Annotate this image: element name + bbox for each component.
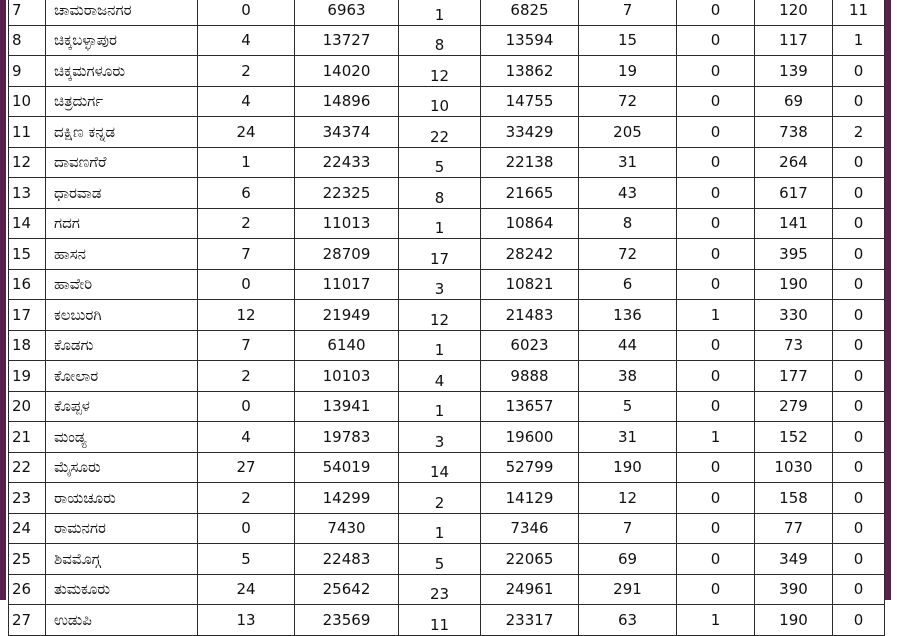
value-cell-c4: 6023 [481, 330, 579, 361]
value-cell-c2: 6140 [295, 330, 399, 361]
value-cell-c4: 6825 [481, 0, 579, 25]
value-cell-c4: 13862 [481, 56, 579, 87]
value-cell-c2: 23569 [295, 605, 399, 636]
value-cell-c7: 395 [755, 239, 833, 270]
value-cell-c3: 17 [399, 239, 481, 270]
table-row [9, 117, 885, 148]
value-cell-c8: 0 [833, 147, 885, 178]
page-border-right [885, 0, 891, 600]
value-cell-c3: 14 [399, 452, 481, 483]
district-name-cell: ಕೋಲಾರ [46, 361, 198, 392]
district-name-cell: ಕೊಪ್ಪಳ [46, 391, 198, 422]
serial-number-cell: 27 [9, 605, 46, 636]
serial-number-cell: 20 [9, 391, 46, 422]
serial-number-cell: 25 [9, 544, 46, 575]
table-row [9, 483, 885, 514]
value-cell-c1: 0 [198, 391, 295, 422]
value-cell-c3: 1 [399, 391, 481, 422]
value-cell-c2: 13727 [295, 25, 399, 56]
serial-number-cell: 12 [9, 147, 46, 178]
value-cell-c1: 2 [198, 56, 295, 87]
value-cell-c4: 24961 [481, 574, 579, 605]
value-cell-c1: 0 [198, 0, 295, 25]
serial-number-cell: 18 [9, 330, 46, 361]
value-cell-c3: 12 [399, 56, 481, 87]
value-cell-c6: 0 [677, 269, 755, 300]
value-cell-c1: 1 [198, 147, 295, 178]
value-cell-c5: 43 [579, 178, 677, 209]
value-cell-c2: 14020 [295, 56, 399, 87]
serial-number-cell: 9 [9, 56, 46, 87]
table-row [9, 330, 885, 361]
value-cell-c1: 2 [198, 483, 295, 514]
table-row [9, 361, 885, 392]
district-name-cell: ಶಿವಮೊಗ್ಗ [46, 544, 198, 575]
value-cell-c8: 1 [833, 25, 885, 56]
value-cell-c3: 1 [399, 330, 481, 361]
value-cell-c4: 22138 [481, 147, 579, 178]
table-row [9, 544, 885, 575]
value-cell-c7: 117 [755, 25, 833, 56]
value-cell-c7: 190 [755, 269, 833, 300]
serial-number-cell: 14 [9, 208, 46, 239]
value-cell-c6: 0 [677, 452, 755, 483]
value-cell-c2: 28709 [295, 239, 399, 270]
value-cell-c1: 6 [198, 178, 295, 209]
value-cell-c2: 13941 [295, 391, 399, 422]
value-cell-c2: 22483 [295, 544, 399, 575]
table-row [9, 208, 885, 239]
value-cell-c8: 2 [833, 117, 885, 148]
serial-number-cell: 7 [9, 0, 46, 25]
value-cell-c2: 54019 [295, 452, 399, 483]
table-row [9, 574, 885, 605]
value-cell-c5: 31 [579, 422, 677, 453]
value-cell-c6: 0 [677, 239, 755, 270]
value-cell-c8: 0 [833, 330, 885, 361]
value-cell-c3: 11 [399, 605, 481, 636]
value-cell-c7: 617 [755, 178, 833, 209]
table-row [9, 56, 885, 87]
district-name-cell: ಚಿಕ್ಕಮಗಳೂರು [46, 56, 198, 87]
value-cell-c2: 14299 [295, 483, 399, 514]
value-cell-c3: 10 [399, 86, 481, 117]
table-row [9, 269, 885, 300]
table-row [9, 452, 885, 483]
value-cell-c3: 23 [399, 574, 481, 605]
value-cell-c8: 0 [833, 300, 885, 331]
value-cell-c7: 330 [755, 300, 833, 331]
value-cell-c2: 34374 [295, 117, 399, 148]
value-cell-c3: 5 [399, 147, 481, 178]
value-cell-c5: 69 [579, 544, 677, 575]
table-row [9, 391, 885, 422]
value-cell-c7: 77 [755, 513, 833, 544]
value-cell-c8: 0 [833, 178, 885, 209]
value-cell-c5: 291 [579, 574, 677, 605]
value-cell-c8: 0 [833, 56, 885, 87]
value-cell-c2: 11013 [295, 208, 399, 239]
value-cell-c6: 0 [677, 391, 755, 422]
value-cell-c5: 63 [579, 605, 677, 636]
value-cell-c3: 1 [399, 513, 481, 544]
value-cell-c7: 390 [755, 574, 833, 605]
serial-number-cell: 22 [9, 452, 46, 483]
serial-number-cell: 16 [9, 269, 46, 300]
value-cell-c6: 0 [677, 361, 755, 392]
value-cell-c4: 14129 [481, 483, 579, 514]
value-cell-c7: 73 [755, 330, 833, 361]
value-cell-c8: 0 [833, 513, 885, 544]
value-cell-c7: 349 [755, 544, 833, 575]
serial-number-cell: 15 [9, 239, 46, 270]
value-cell-c7: 1030 [755, 452, 833, 483]
value-cell-c7: 190 [755, 605, 833, 636]
value-cell-c2: 10103 [295, 361, 399, 392]
value-cell-c1: 4 [198, 86, 295, 117]
district-name-cell: ಕಲಬುರಗಿ [46, 300, 198, 331]
value-cell-c3: 8 [399, 178, 481, 209]
value-cell-c5: 205 [579, 117, 677, 148]
value-cell-c7: 177 [755, 361, 833, 392]
serial-number-cell: 19 [9, 361, 46, 392]
value-cell-c3: 4 [399, 361, 481, 392]
district-name-cell: ಹಾವೇರಿ [46, 269, 198, 300]
value-cell-c3: 22 [399, 117, 481, 148]
value-cell-c7: 139 [755, 56, 833, 87]
value-cell-c5: 7 [579, 513, 677, 544]
district-name-cell: ಧಾರವಾಡ [46, 178, 198, 209]
serial-number-cell: 8 [9, 25, 46, 56]
district-data-table [8, 0, 885, 636]
district-name-cell: ಉಡುಪಿ [46, 605, 198, 636]
district-name-cell: ಚಾಮರಾಜನಗರ [46, 0, 198, 25]
district-name-cell: ಗದಗ [46, 208, 198, 239]
value-cell-c4: 13657 [481, 391, 579, 422]
value-cell-c5: 190 [579, 452, 677, 483]
district-name-cell: ತುಮಕೂರು [46, 574, 198, 605]
value-cell-c5: 5 [579, 391, 677, 422]
district-name-cell: ಮೈಸೂರು [46, 452, 198, 483]
value-cell-c8: 0 [833, 605, 885, 636]
value-cell-c4: 10821 [481, 269, 579, 300]
value-cell-c1: 7 [198, 330, 295, 361]
value-cell-c3: 8 [399, 25, 481, 56]
value-cell-c3: 12 [399, 300, 481, 331]
value-cell-c1: 24 [198, 574, 295, 605]
serial-number-cell: 13 [9, 178, 46, 209]
value-cell-c8: 0 [833, 483, 885, 514]
value-cell-c6: 0 [677, 574, 755, 605]
value-cell-c5: 136 [579, 300, 677, 331]
value-cell-c1: 4 [198, 422, 295, 453]
page-border-left [0, 0, 6, 600]
value-cell-c8: 0 [833, 86, 885, 117]
value-cell-c8: 0 [833, 452, 885, 483]
value-cell-c1: 2 [198, 208, 295, 239]
value-cell-c1: 13 [198, 605, 295, 636]
value-cell-c6: 0 [677, 56, 755, 87]
value-cell-c1: 12 [198, 300, 295, 331]
value-cell-c6: 0 [677, 330, 755, 361]
value-cell-c8: 0 [833, 544, 885, 575]
value-cell-c5: 15 [579, 25, 677, 56]
value-cell-c5: 19 [579, 56, 677, 87]
value-cell-c6: 0 [677, 513, 755, 544]
table-row [9, 300, 885, 331]
value-cell-c4: 21483 [481, 300, 579, 331]
value-cell-c6: 0 [677, 178, 755, 209]
value-cell-c2: 6963 [295, 0, 399, 25]
value-cell-c5: 72 [579, 239, 677, 270]
value-cell-c5: 38 [579, 361, 677, 392]
value-cell-c6: 0 [677, 147, 755, 178]
value-cell-c2: 25642 [295, 574, 399, 605]
value-cell-c3: 2 [399, 483, 481, 514]
value-cell-c1: 4 [198, 25, 295, 56]
value-cell-c1: 24 [198, 117, 295, 148]
value-cell-c6: 1 [677, 422, 755, 453]
value-cell-c4: 52799 [481, 452, 579, 483]
value-cell-c8: 0 [833, 422, 885, 453]
value-cell-c4: 33429 [481, 117, 579, 148]
value-cell-c5: 7 [579, 0, 677, 25]
value-cell-c8: 0 [833, 391, 885, 422]
value-cell-c4: 23317 [481, 605, 579, 636]
value-cell-c1: 5 [198, 544, 295, 575]
district-name-cell: ಹಾಸನ [46, 239, 198, 270]
value-cell-c4: 19600 [481, 422, 579, 453]
value-cell-c3: 3 [399, 422, 481, 453]
value-cell-c1: 7 [198, 239, 295, 270]
value-cell-c5: 8 [579, 208, 677, 239]
serial-number-cell: 23 [9, 483, 46, 514]
value-cell-c5: 44 [579, 330, 677, 361]
table-row [9, 86, 885, 117]
value-cell-c4: 22065 [481, 544, 579, 575]
value-cell-c7: 69 [755, 86, 833, 117]
value-cell-c4: 9888 [481, 361, 579, 392]
table-row [9, 147, 885, 178]
value-cell-c3: 5 [399, 544, 481, 575]
value-cell-c7: 158 [755, 483, 833, 514]
table-row [9, 605, 885, 636]
value-cell-c7: 279 [755, 391, 833, 422]
value-cell-c6: 0 [677, 0, 755, 25]
value-cell-c4: 21665 [481, 178, 579, 209]
serial-number-cell: 26 [9, 574, 46, 605]
value-cell-c6: 0 [677, 25, 755, 56]
serial-number-cell: 17 [9, 300, 46, 331]
district-name-cell: ರಾಯಚೂರು [46, 483, 198, 514]
district-name-cell: ದಕ್ಷಿಣ ಕನ್ನಡ [46, 117, 198, 148]
value-cell-c2: 22433 [295, 147, 399, 178]
value-cell-c2: 21949 [295, 300, 399, 331]
table-row [9, 25, 885, 56]
value-cell-c4: 7346 [481, 513, 579, 544]
district-name-cell: ಮಂಡ್ಯ [46, 422, 198, 453]
table-body [9, 0, 885, 635]
value-cell-c7: 264 [755, 147, 833, 178]
serial-number-cell: 24 [9, 513, 46, 544]
value-cell-c2: 14896 [295, 86, 399, 117]
value-cell-c6: 0 [677, 544, 755, 575]
value-cell-c8: 0 [833, 239, 885, 270]
value-cell-c3: 3 [399, 269, 481, 300]
value-cell-c1: 27 [198, 452, 295, 483]
value-cell-c3: 1 [399, 208, 481, 239]
value-cell-c7: 141 [755, 208, 833, 239]
serial-number-cell: 10 [9, 86, 46, 117]
value-cell-c1: 0 [198, 513, 295, 544]
value-cell-c8: 0 [833, 269, 885, 300]
value-cell-c2: 22325 [295, 178, 399, 209]
value-cell-c5: 72 [579, 86, 677, 117]
value-cell-c2: 19783 [295, 422, 399, 453]
value-cell-c2: 7430 [295, 513, 399, 544]
value-cell-c1: 2 [198, 361, 295, 392]
value-cell-c8: 11 [833, 0, 885, 25]
value-cell-c7: 120 [755, 0, 833, 25]
table-row [9, 239, 885, 270]
district-name-cell: ರಾಮನಗರ [46, 513, 198, 544]
table-row [9, 0, 885, 25]
value-cell-c8: 0 [833, 208, 885, 239]
district-name-cell: ಕೊಡಗು [46, 330, 198, 361]
table-row [9, 422, 885, 453]
value-cell-c3: 1 [399, 0, 481, 25]
value-cell-c1: 0 [198, 269, 295, 300]
value-cell-c6: 0 [677, 86, 755, 117]
value-cell-c7: 152 [755, 422, 833, 453]
value-cell-c5: 12 [579, 483, 677, 514]
serial-number-cell: 11 [9, 117, 46, 148]
value-cell-c6: 0 [677, 483, 755, 514]
value-cell-c4: 14755 [481, 86, 579, 117]
value-cell-c6: 1 [677, 605, 755, 636]
value-cell-c6: 0 [677, 117, 755, 148]
table-row [9, 513, 885, 544]
serial-number-cell: 21 [9, 422, 46, 453]
value-cell-c6: 1 [677, 300, 755, 331]
district-name-cell: ದಾವಣಗೆರೆ [46, 147, 198, 178]
value-cell-c5: 31 [579, 147, 677, 178]
table-row [9, 178, 885, 209]
value-cell-c5: 6 [579, 269, 677, 300]
value-cell-c7: 738 [755, 117, 833, 148]
value-cell-c2: 11017 [295, 269, 399, 300]
value-cell-c8: 0 [833, 361, 885, 392]
value-cell-c4: 28242 [481, 239, 579, 270]
district-name-cell: ಚಿಕ್ಕಬಳ್ಳಾಪುರ [46, 25, 198, 56]
value-cell-c4: 10864 [481, 208, 579, 239]
value-cell-c4: 13594 [481, 25, 579, 56]
value-cell-c6: 0 [677, 208, 755, 239]
value-cell-c8: 0 [833, 574, 885, 605]
district-name-cell: ಚಿತ್ರದುರ್ಗ [46, 86, 198, 117]
